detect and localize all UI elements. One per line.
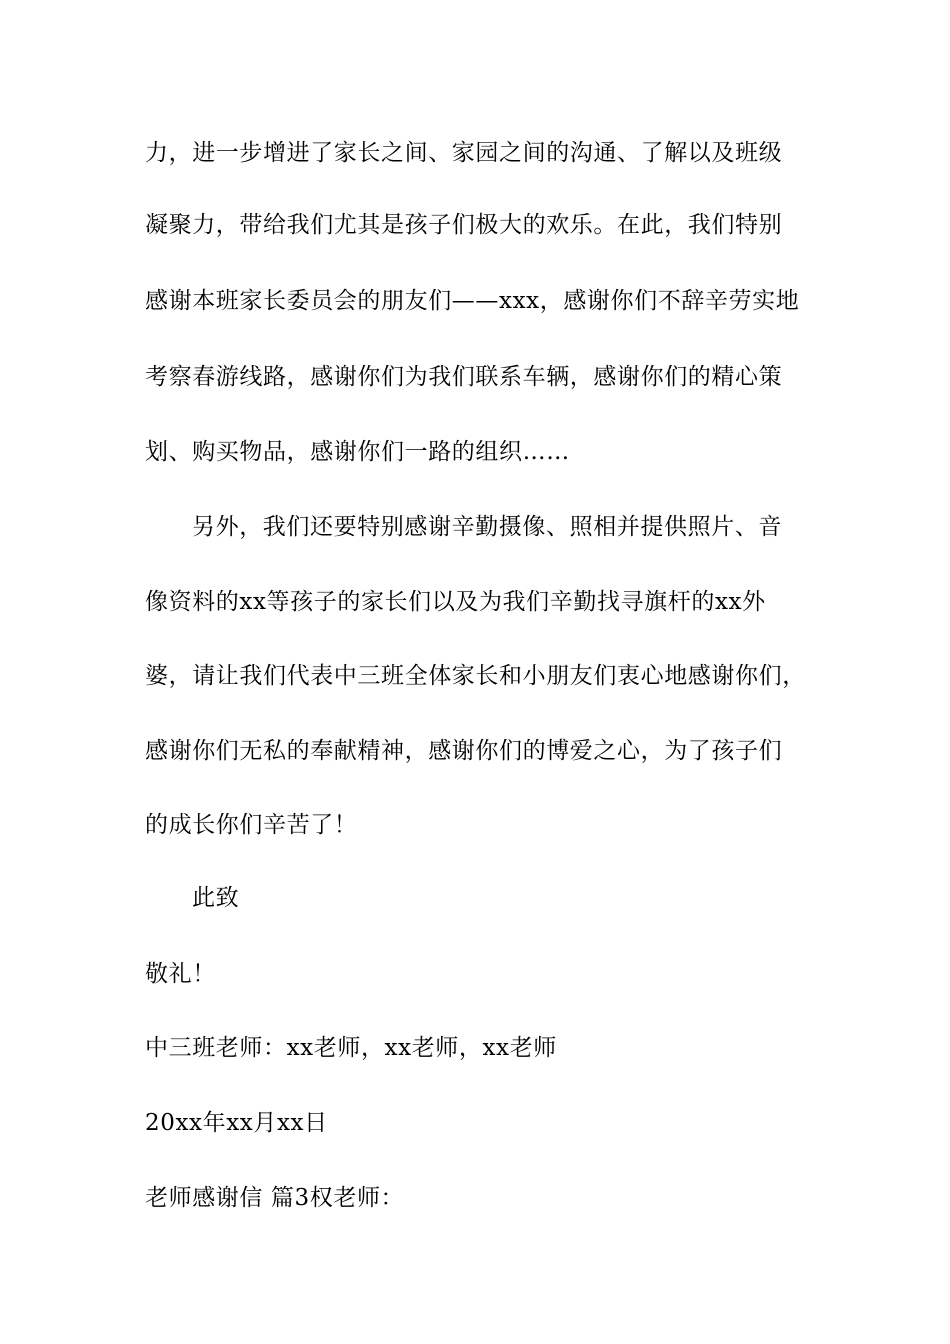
paragraph-line: 考察春游线路，感谢你们为我们联系车辆，感谢你们的精心策 (145, 364, 783, 390)
paragraph-line: 凝聚力，带给我们尤其是孩子们极大的欢乐。在此，我们特别 (145, 212, 783, 238)
paragraph-line: 感谢本班家长委员会的朋友们——xxx，感谢你们不辞辛劳实地 (145, 288, 800, 314)
closing-text: 此致 (192, 885, 240, 911)
date-text: 20xx年xx月xx日 (145, 1110, 328, 1136)
paragraph-line: 划、购买物品，感谢你们一路的组织…… (145, 439, 570, 465)
paragraph-line: 的成长你们辛苦了！ (145, 812, 358, 838)
section-heading: 老师感谢信 篇3权老师： (145, 1185, 405, 1211)
salute-text: 敬礼！ (145, 961, 216, 987)
paragraph-line: 力，进一步增进了家长之间、家园之间的沟通、了解以及班级 (145, 140, 783, 166)
paragraph-line: 感谢你们无私的奉献精神，感谢你们的博爱之心，为了孩子们 (145, 738, 783, 764)
paragraph-line: 像资料的xx等孩子的家长们以及为我们辛勤找寻旗杆的xx外 (145, 589, 766, 615)
paragraph-line: 另外，我们还要特别感谢辛勤摄像、照相并提供照片、音 (192, 514, 782, 540)
signature-text: 中三班老师：xx老师，xx老师，xx老师 (145, 1035, 557, 1061)
paragraph-line: 婆，请让我们代表中三班全体家长和小朋友们衷心地感谢你们， (145, 663, 806, 689)
